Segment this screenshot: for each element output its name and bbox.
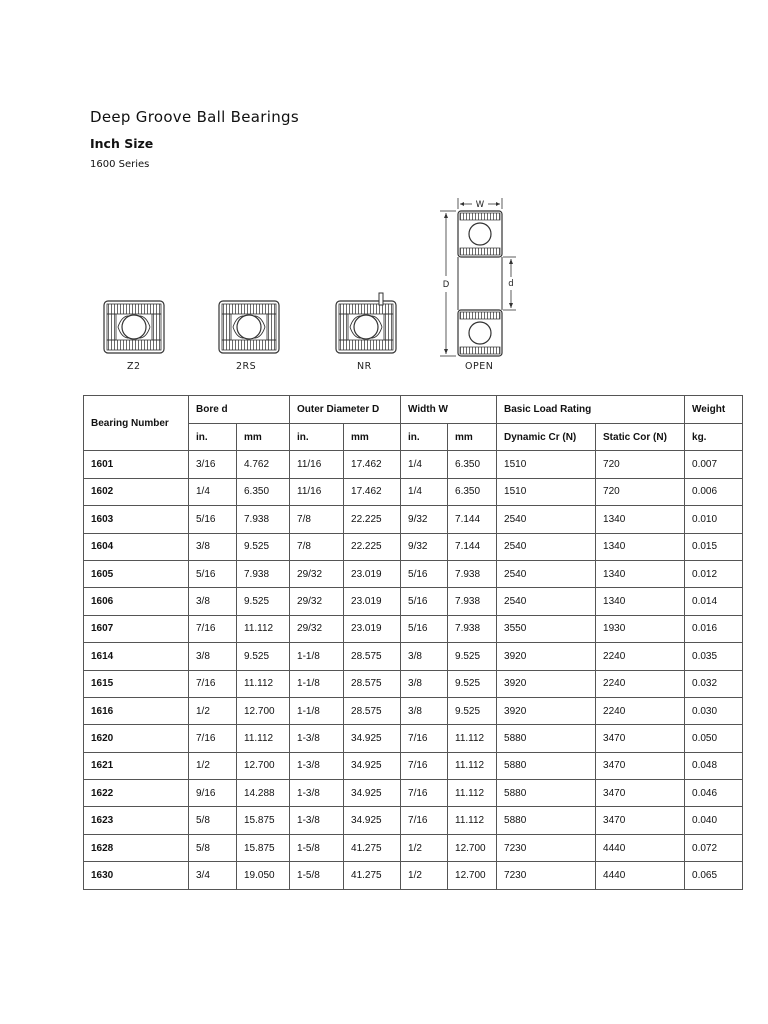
table-cell: 9.525 bbox=[237, 643, 290, 670]
table-cell: 3/8 bbox=[189, 533, 237, 560]
table-cell: 0.012 bbox=[685, 560, 743, 587]
table-cell: 5/16 bbox=[401, 560, 448, 587]
table-cell: 7230 bbox=[497, 862, 596, 889]
table-cell: 7/8 bbox=[290, 506, 344, 533]
table-cell: 1930 bbox=[596, 615, 685, 642]
table-cell: 28.575 bbox=[344, 643, 401, 670]
table-cell: 11.112 bbox=[237, 670, 290, 697]
bearing-spec-table bbox=[83, 395, 743, 890]
bearing-number-cell: 1603 bbox=[84, 506, 189, 533]
table-cell: 34.925 bbox=[344, 752, 401, 779]
table-cell: 1340 bbox=[596, 506, 685, 533]
bearing-nr-diagram bbox=[336, 301, 396, 353]
table-cell: 6.350 bbox=[237, 478, 290, 505]
bearing-number-cell: 1616 bbox=[84, 697, 189, 724]
table-cell: 6.350 bbox=[448, 478, 497, 505]
table-cell: 7/16 bbox=[401, 725, 448, 752]
table-cell: 2240 bbox=[596, 697, 685, 724]
bearing-number-cell: 1620 bbox=[84, 725, 189, 752]
subheader-cell: mm bbox=[448, 424, 497, 451]
table-cell: 0.016 bbox=[685, 615, 743, 642]
table-cell: 34.925 bbox=[344, 780, 401, 807]
dim-d-bore-label: d bbox=[508, 279, 514, 289]
table-row bbox=[84, 588, 743, 615]
bearing-2rs-diagram bbox=[219, 301, 279, 353]
table-cell: 9/32 bbox=[401, 506, 448, 533]
table-cell: 15.875 bbox=[237, 807, 290, 834]
table-cell: 0.015 bbox=[685, 533, 743, 560]
table-cell: 7/8 bbox=[290, 533, 344, 560]
table-cell: 5880 bbox=[497, 752, 596, 779]
bearing-number-cell: 1606 bbox=[84, 588, 189, 615]
table-cell: 1-1/8 bbox=[290, 643, 344, 670]
table-cell: 1340 bbox=[596, 560, 685, 587]
table-cell: 2240 bbox=[596, 670, 685, 697]
table-cell: 22.225 bbox=[344, 506, 401, 533]
table-cell: 1/2 bbox=[401, 834, 448, 861]
table-row bbox=[84, 615, 743, 642]
table-cell: 3550 bbox=[497, 615, 596, 642]
table-cell: 1340 bbox=[596, 533, 685, 560]
table-cell: 5880 bbox=[497, 725, 596, 752]
table-cell: 7.144 bbox=[448, 506, 497, 533]
table-cell: 4440 bbox=[596, 834, 685, 861]
table-cell: 9.525 bbox=[237, 533, 290, 560]
header-bearing-number: Bearing Number bbox=[84, 396, 189, 451]
table-cell: 1510 bbox=[497, 451, 596, 478]
table-cell: 23.019 bbox=[344, 615, 401, 642]
table-cell: 12.700 bbox=[448, 862, 497, 889]
page-subtitle: Inch Size bbox=[90, 136, 154, 151]
table-cell: 1340 bbox=[596, 588, 685, 615]
table-cell: 1-5/8 bbox=[290, 834, 344, 861]
subheader-cell: Static Cor (N) bbox=[596, 424, 685, 451]
bearing-number-cell: 1615 bbox=[84, 670, 189, 697]
table-cell: 0.032 bbox=[685, 670, 743, 697]
table-cell: 12.700 bbox=[237, 752, 290, 779]
table-cell: 2540 bbox=[497, 588, 596, 615]
diagram-label-nr: NR bbox=[357, 361, 372, 372]
table-cell: 7/16 bbox=[401, 780, 448, 807]
table-cell: 3/16 bbox=[189, 451, 237, 478]
table-cell: 11.112 bbox=[448, 780, 497, 807]
subheader-cell: Dynamic Cr (N) bbox=[497, 424, 596, 451]
table-cell: 6.350 bbox=[448, 451, 497, 478]
table-cell: 9.525 bbox=[448, 670, 497, 697]
table-cell: 2540 bbox=[497, 506, 596, 533]
table-cell: 5/8 bbox=[189, 807, 237, 834]
table-cell: 1510 bbox=[497, 478, 596, 505]
diagram-label-2rs: 2RS bbox=[236, 361, 257, 372]
table-cell: 5/16 bbox=[189, 506, 237, 533]
table-cell: 1-3/8 bbox=[290, 807, 344, 834]
header-load-rating: Basic Load Rating bbox=[497, 396, 685, 424]
table-row bbox=[84, 670, 743, 697]
table-cell: 9/16 bbox=[189, 780, 237, 807]
table-cell: 3/8 bbox=[401, 643, 448, 670]
table-cell: 29/32 bbox=[290, 560, 344, 587]
dim-d-outer-label: D bbox=[442, 280, 450, 290]
table-cell: 3920 bbox=[497, 670, 596, 697]
subheader-cell: mm bbox=[237, 424, 290, 451]
table-cell: 5880 bbox=[497, 780, 596, 807]
table-cell: 11.112 bbox=[448, 725, 497, 752]
table-cell: 28.575 bbox=[344, 697, 401, 724]
table-cell: 1-3/8 bbox=[290, 725, 344, 752]
table-cell: 5880 bbox=[497, 807, 596, 834]
bearing-number-cell: 1622 bbox=[84, 780, 189, 807]
bearing-open-diagram bbox=[440, 198, 516, 356]
table-cell: 1/2 bbox=[189, 697, 237, 724]
table-cell: 12.700 bbox=[237, 697, 290, 724]
page-title: Deep Groove Ball Bearings bbox=[90, 108, 299, 126]
subheader-cell: mm bbox=[344, 424, 401, 451]
header-weight: Weight bbox=[685, 396, 743, 424]
bearing-number-cell: 1605 bbox=[84, 560, 189, 587]
table-cell: 1-5/8 bbox=[290, 862, 344, 889]
table-row bbox=[84, 533, 743, 560]
table-row bbox=[84, 451, 743, 478]
bearing-number-cell: 1601 bbox=[84, 451, 189, 478]
table-cell: 1-3/8 bbox=[290, 752, 344, 779]
diagram-label-z2: Z2 bbox=[127, 361, 141, 372]
table-cell: 3920 bbox=[497, 697, 596, 724]
table-cell: 7.938 bbox=[448, 560, 497, 587]
table-cell: 3470 bbox=[596, 780, 685, 807]
table-cell: 5/16 bbox=[189, 560, 237, 587]
bearing-number-cell: 1602 bbox=[84, 478, 189, 505]
table-cell: 15.875 bbox=[237, 834, 290, 861]
table-cell: 41.275 bbox=[344, 862, 401, 889]
table-cell: 22.225 bbox=[344, 533, 401, 560]
table-row bbox=[84, 643, 743, 670]
table-cell: 0.050 bbox=[685, 725, 743, 752]
table-cell: 1-1/8 bbox=[290, 670, 344, 697]
table-cell: 17.462 bbox=[344, 478, 401, 505]
table-cell: 3/8 bbox=[401, 670, 448, 697]
table-cell: 7.938 bbox=[448, 615, 497, 642]
header-width: Width W bbox=[401, 396, 497, 424]
table-row bbox=[84, 862, 743, 889]
subheader-cell: kg. bbox=[685, 424, 743, 451]
table-body bbox=[84, 451, 743, 889]
table-row bbox=[84, 807, 743, 834]
table-cell: 3/8 bbox=[189, 643, 237, 670]
table-cell: 34.925 bbox=[344, 807, 401, 834]
table-cell: 11.112 bbox=[237, 725, 290, 752]
subheader-cell: in. bbox=[401, 424, 448, 451]
table-cell: 23.019 bbox=[344, 588, 401, 615]
table-cell: 0.048 bbox=[685, 752, 743, 779]
table-cell: 3920 bbox=[497, 643, 596, 670]
bearing-number-cell: 1621 bbox=[84, 752, 189, 779]
table-cell: 14.288 bbox=[237, 780, 290, 807]
subheader-cell: in. bbox=[290, 424, 344, 451]
bearing-z2-diagram bbox=[104, 301, 164, 353]
table-row bbox=[84, 725, 743, 752]
table-row bbox=[84, 697, 743, 724]
table-cell: 11/16 bbox=[290, 451, 344, 478]
table-cell: 0.046 bbox=[685, 780, 743, 807]
table-cell: 7/16 bbox=[189, 615, 237, 642]
table-cell: 0.035 bbox=[685, 643, 743, 670]
table-cell: 1/4 bbox=[401, 478, 448, 505]
table-cell: 11/16 bbox=[290, 478, 344, 505]
table-cell: 5/16 bbox=[401, 588, 448, 615]
table-cell: 1-3/8 bbox=[290, 780, 344, 807]
table-row bbox=[84, 478, 743, 505]
table-cell: 7/16 bbox=[401, 807, 448, 834]
table-cell: 7/16 bbox=[189, 670, 237, 697]
table-cell: 4.762 bbox=[237, 451, 290, 478]
table-cell: 3470 bbox=[596, 725, 685, 752]
table-cell: 0.072 bbox=[685, 834, 743, 861]
bearing-number-cell: 1604 bbox=[84, 533, 189, 560]
table-cell: 0.010 bbox=[685, 506, 743, 533]
table-cell: 7/16 bbox=[189, 725, 237, 752]
diagram-label-open: OPEN bbox=[465, 361, 494, 372]
table-cell: 9.525 bbox=[237, 588, 290, 615]
table-cell: 7.938 bbox=[237, 560, 290, 587]
table-cell: 19.050 bbox=[237, 862, 290, 889]
table-cell: 1/2 bbox=[189, 752, 237, 779]
table-cell: 3/8 bbox=[189, 588, 237, 615]
table-header-row bbox=[84, 396, 743, 424]
table-cell: 5/16 bbox=[401, 615, 448, 642]
subheader-cell: in. bbox=[189, 424, 237, 451]
header-bore: Bore d bbox=[189, 396, 290, 424]
bearing-number-cell: 1614 bbox=[84, 643, 189, 670]
table-cell: 2240 bbox=[596, 643, 685, 670]
table-cell: 720 bbox=[596, 478, 685, 505]
table-cell: 3470 bbox=[596, 752, 685, 779]
table-cell: 11.112 bbox=[237, 615, 290, 642]
table-row bbox=[84, 752, 743, 779]
table-cell: 0.040 bbox=[685, 807, 743, 834]
table-cell: 1/4 bbox=[401, 451, 448, 478]
table-cell: 7.938 bbox=[237, 506, 290, 533]
table-cell: 5/8 bbox=[189, 834, 237, 861]
table-cell: 29/32 bbox=[290, 588, 344, 615]
table-cell: 34.925 bbox=[344, 725, 401, 752]
table-cell: 7.938 bbox=[448, 588, 497, 615]
table-cell: 0.065 bbox=[685, 862, 743, 889]
series-label: 1600 Series bbox=[90, 159, 150, 170]
table-cell: 0.014 bbox=[685, 588, 743, 615]
table-cell: 7/16 bbox=[401, 752, 448, 779]
table-row bbox=[84, 560, 743, 587]
table-cell: 12.700 bbox=[448, 834, 497, 861]
table-cell: 1/2 bbox=[401, 862, 448, 889]
table-row bbox=[84, 506, 743, 533]
table-cell: 28.575 bbox=[344, 670, 401, 697]
table-cell: 0.030 bbox=[685, 697, 743, 724]
table-cell: 9/32 bbox=[401, 533, 448, 560]
header-outer-diameter: Outer Diameter D bbox=[290, 396, 401, 424]
table-cell: 2540 bbox=[497, 533, 596, 560]
dim-w-label: W bbox=[475, 200, 485, 210]
table-cell: 0.006 bbox=[685, 478, 743, 505]
table-cell: 11.112 bbox=[448, 807, 497, 834]
table-cell: 1-1/8 bbox=[290, 697, 344, 724]
table-row bbox=[84, 834, 743, 861]
table-cell: 3/4 bbox=[189, 862, 237, 889]
bearing-number-cell: 1630 bbox=[84, 862, 189, 889]
table-cell: 9.525 bbox=[448, 697, 497, 724]
table-cell: 29/32 bbox=[290, 615, 344, 642]
table-cell: 11.112 bbox=[448, 752, 497, 779]
table-cell: 720 bbox=[596, 451, 685, 478]
bearing-number-cell: 1623 bbox=[84, 807, 189, 834]
table-cell: 9.525 bbox=[448, 643, 497, 670]
bearing-diagrams bbox=[0, 0, 768, 400]
table-cell: 7230 bbox=[497, 834, 596, 861]
table-cell: 4440 bbox=[596, 862, 685, 889]
table-cell: 41.275 bbox=[344, 834, 401, 861]
table-cell: 17.462 bbox=[344, 451, 401, 478]
table-cell: 3470 bbox=[596, 807, 685, 834]
table-cell: 23.019 bbox=[344, 560, 401, 587]
bearing-number-cell: 1628 bbox=[84, 834, 189, 861]
table-row bbox=[84, 780, 743, 807]
table-cell: 2540 bbox=[497, 560, 596, 587]
bearing-number-cell: 1607 bbox=[84, 615, 189, 642]
table-cell: 7.144 bbox=[448, 533, 497, 560]
table-cell: 0.007 bbox=[685, 451, 743, 478]
table-cell: 1/4 bbox=[189, 478, 237, 505]
table-cell: 3/8 bbox=[401, 697, 448, 724]
